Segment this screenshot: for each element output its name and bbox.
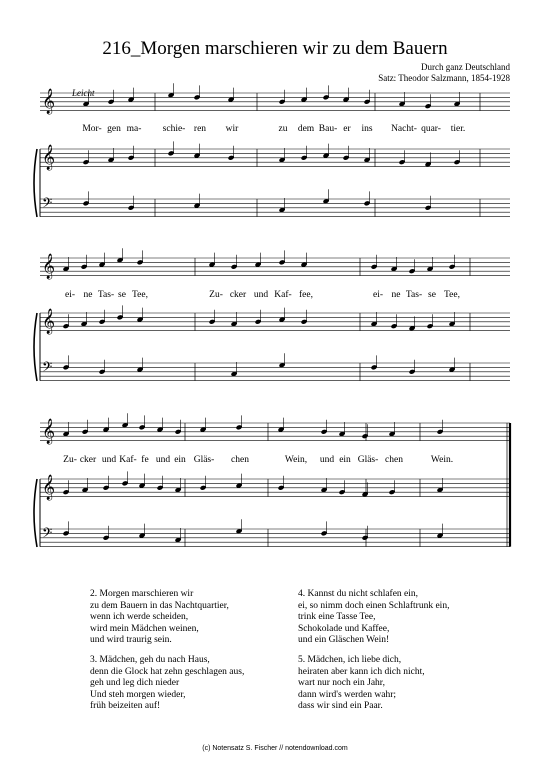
bass-clef-icon: 𝄢 (42, 525, 53, 544)
lyric-syllable: Bau- (318, 124, 338, 134)
song-title: 216_Morgen marschieren wir zu dem Bauern (102, 38, 448, 59)
lyric-syllable: chen (385, 455, 403, 465)
verse-line: dann wird's werden wahr; (298, 689, 397, 700)
verse-line: dass wir sind ein Paar. (298, 701, 383, 711)
lyric-syllable: quar- (421, 124, 441, 134)
origin-note: Durch ganz Deutschland (421, 62, 510, 72)
lyric-syllable: dem (297, 124, 315, 134)
verse-line: wart nur noch ein Jahr, (298, 678, 385, 688)
verse-line: geh und leg dich nieder (90, 678, 180, 688)
lyric-syllable: Zu- (209, 290, 223, 300)
treble-clef-icon: 𝄞 (42, 309, 56, 334)
treble-clef-icon: 𝄞 (42, 254, 56, 279)
lyric-syllable: Gläs- (357, 455, 379, 465)
lyric-syllable: fe (141, 455, 149, 465)
verse-line: wird mein Mädchen weinen, (90, 623, 199, 634)
lyric-syllable: er (343, 124, 351, 134)
lyric-syllable: und (319, 455, 335, 465)
lyric-syllable: ei- (64, 290, 76, 300)
lyric-syllable: cker (229, 290, 247, 300)
verse-line: und wird traurig sein. (90, 635, 172, 645)
verse-line: heiraten aber kann ich dich nicht, (298, 666, 425, 677)
lyrics-system-1 (0, 124, 550, 138)
lyric-syllable: Nacht- (391, 124, 417, 134)
lyric-syllable: Wein, (284, 455, 308, 465)
verse-line: Und steh morgen wieder, (90, 689, 186, 700)
treble-clef-icon: 𝄞 (42, 145, 56, 170)
lyric-syllable: Gläs- (193, 455, 215, 465)
verse-line: denn die Glock hat zehn geschlagen aus, (90, 666, 245, 677)
lyric-syllable: tier. (450, 124, 466, 134)
verse-line: zu dem Bauern in das Nachtquartier, (90, 600, 229, 611)
treble-clef-icon: 𝄞 (42, 475, 56, 500)
lyric-syllable: Kaf- (274, 290, 292, 300)
lyric-syllable: gen (107, 124, 121, 134)
lyric-syllable: se (118, 290, 126, 300)
lyric-syllable: Wein. (430, 455, 454, 465)
piano-brace (34, 149, 37, 217)
treble-clef-icon: 𝄞 (42, 89, 56, 114)
lyric-syllable: Tas- (405, 290, 423, 300)
lyric-syllable: ren (193, 124, 207, 134)
piano-brace (34, 479, 37, 547)
verse-line: ei, so nimm doch einen Schlaftrunk ein, (298, 600, 450, 611)
bass-clef-icon: 𝄢 (42, 359, 53, 378)
verse-line: früh beizeiten auf! (90, 701, 161, 711)
lyric-syllable: ne (391, 290, 401, 300)
lyric-syllable: Mor- (82, 124, 102, 134)
verse-line: 5. Mädchen, ich liebe dich, (298, 655, 402, 665)
verse-5 (298, 655, 425, 713)
verse-4 (298, 589, 449, 647)
lyric-syllable: Kaf- (119, 455, 137, 465)
lyric-syllable: Tee, (132, 290, 148, 300)
lyric-syllable: ins (361, 124, 373, 134)
lyric-syllable: ein (174, 455, 186, 465)
verse-line: 2. Morgen marschieren wir (90, 589, 194, 599)
verse-line: 4. Kannst du nicht schlafen ein, (298, 589, 419, 599)
verse-3 (90, 655, 244, 713)
copyright-footer: (c) Notensatz S. Fischer // notendownload.com (202, 745, 348, 752)
verse-line: 3. Mädchen, geh du nach Haus, (90, 655, 210, 665)
verse-2 (90, 589, 229, 647)
lyrics-system-2 (0, 290, 550, 304)
lyric-syllable: Zu- (63, 455, 77, 465)
lyric-syllable: ein (339, 455, 351, 465)
lyrics-system-3 (0, 455, 550, 469)
treble-clef-icon: 𝄞 (42, 419, 56, 444)
lyric-syllable: und (155, 455, 171, 465)
lyric-syllable: Tee, (444, 290, 460, 300)
lyric-syllable: fee, (299, 290, 313, 300)
arrangement-credit: Satz: Theodor Salzmann, 1854-1928 (378, 73, 510, 83)
lyric-syllable: und (253, 290, 269, 300)
verse-line: und ein Gläschen Wein! (298, 635, 390, 645)
lyric-syllable: ne (83, 290, 93, 300)
lyric-syllable: schie- (162, 124, 186, 134)
lyric-syllable: se (428, 290, 436, 300)
tempo-marking: Leicht (72, 88, 95, 98)
lyric-syllable: ei- (372, 290, 384, 300)
lyric-syllable: Tas- (97, 290, 115, 300)
lyric-syllable: wir (225, 124, 239, 134)
verse-line: wenn ich werde scheiden, (90, 612, 189, 622)
lyric-syllable: zu (278, 124, 288, 134)
lyric-syllable: chen (231, 455, 249, 465)
piano-brace (34, 313, 37, 381)
lyric-syllable: cker (79, 455, 97, 465)
verse-line: trink eine Tasse Tee, (298, 612, 376, 622)
verse-line: Schokolade und Kaffee, (298, 623, 390, 634)
lyric-syllable: und (101, 455, 117, 465)
lyric-syllable: ma- (126, 124, 142, 134)
bass-clef-icon: 𝄢 (42, 195, 53, 214)
